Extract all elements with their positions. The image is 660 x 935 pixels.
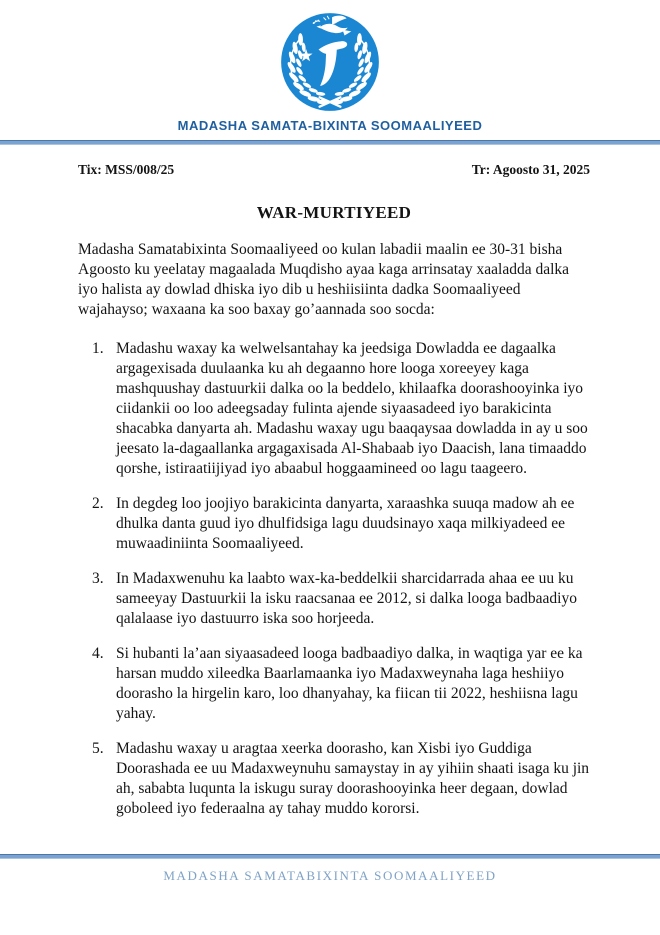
reference-number: Tix: MSS/008/25 bbox=[78, 162, 175, 177]
intro-paragraph: Madasha Samatabixinta Soomaaliyeed oo kulan labadii maalin ee 30-31 bisha Agoosto ku yeelatay magaalada Muqdisho ayaa kaga arrinsatay xaaladda dalka iyo halista ay dowlad dhiska iyo dib u heshiisiinta dadka Soomaaliyeed wajahayso; waxaana ka soo baxay go’aannada soo socda: bbox=[78, 241, 570, 318]
resolutions-list bbox=[92, 339, 590, 819]
meta-row bbox=[78, 162, 590, 178]
org-logo bbox=[278, 10, 382, 114]
document-body bbox=[0, 162, 660, 819]
resolution-item-5: Madashu waxay u aragtaa xeerka doorasho, kan Xisbi iyo Guddiga Doorashada ee uu Madaxweynuhu samaystay in ay yihiin shaati isaga ku jin ah, sababta luqunta la iskugu suray doorashooyinka heer degaan, dowlad goboleed iyo federaalna ay tahay muddo kororsi. bbox=[116, 740, 590, 817]
resolution-item-4: Si hubanti la’aan siyaasadeed looga badbaadiyo dalka, in waqtiga yar ee ka harsan muddo xileedka Baarlamaanka iyo Madaxweynaha laga heshiiyo doorasho la hirgelin karo, loo dhanyahay, ka fiican tii 2022, heshiisna lagu yahay. bbox=[116, 645, 583, 722]
page-footer bbox=[0, 854, 660, 884]
footer-org-name: MADASHA SAMATABIXINTA SOOMAALIYEED bbox=[163, 868, 497, 883]
header-rule bbox=[0, 140, 660, 145]
resolution-item-3: In Madaxwenuhu ka laabto wax-ka-beddelkii sharcidarrada ahaa ee uu ku sameeyay Dastuurkii la isku raacsanaa ee 2012, si dalka looga badbaadiyo qalalaase iyo dastuurro iska soo horjeeda. bbox=[116, 570, 577, 627]
footer-rule bbox=[0, 854, 660, 859]
document-title: WAR-MURTIYEED bbox=[256, 203, 412, 222]
resolution-item-1: Madashu waxay ka welwelsantahay ka jeedsiga Dowladda ee dagaalka argagexisada duulaanka ku ah degaanno hore looga xoreeyey kaga mashquushay dastuurkii dalka oo la beddelo, khilaafka doorashooyinka iyo ciidankii oo loo adeegsaday fulinta ajende siyaasadeed iyo barakicinta shacabka danyarta ah. Madashu waxay ugu baaqaysaa dowladda in ay u soo jeesato la-dagaallanka argagaxisada Al-Shabaab iyo Daacish, lana timaaddo qorshe, istiraatiijiyad iyo abaabul hoggaamineed oo lagu taageero. bbox=[116, 340, 588, 477]
org-name: MADASHA SAMATA-BIXINTA SOOMAALIYEED bbox=[177, 118, 483, 133]
letterhead bbox=[0, 0, 660, 133]
resolution-item-2: In degdeg loo joojiyo barakicinta danyarta, xaraashka suuqa madow ah ee dhulka danta guud iyo dhulfidsiga lagu duudsinayo xaqa milkiyadeed ee muwaadiniinta Soomaaliyeed. bbox=[116, 495, 575, 552]
date: Tr: Agoosto 31, 2025 bbox=[471, 162, 590, 177]
